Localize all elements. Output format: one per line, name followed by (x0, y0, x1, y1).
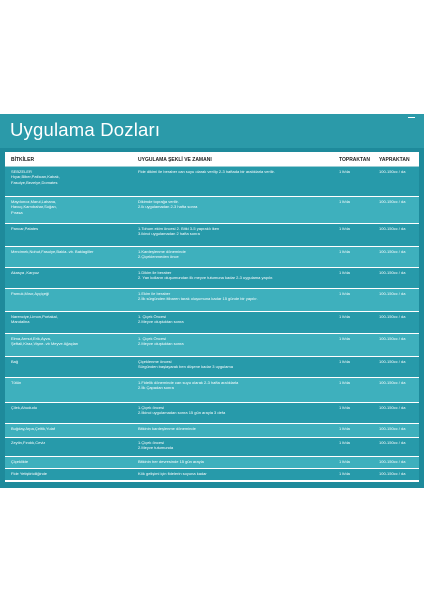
cell-leaf: 100-150cc / da (379, 169, 406, 174)
table-row (5, 457, 419, 468)
cell-soil: 1 lt/da (339, 249, 350, 254)
cell-soil: 1 lt/da (339, 270, 350, 275)
cell-plants: Tütün (11, 380, 22, 385)
cell-plants: SEBZELER Hıyar,Biber,Patlıcan,Kabak, Fasulye,Bezelye,Domates (11, 169, 60, 185)
cell-leaf: 100-150cc / da (379, 291, 406, 296)
cell-soil: 1 lt/da (339, 359, 350, 364)
table-row (5, 334, 419, 356)
cell-soil: 1 lt/da (339, 440, 350, 445)
cell-method: 1. Çiçek Öncesi 2.Meyve oluştuktan sonra (138, 314, 184, 325)
cell-plants: Elma,Armut,Erik,Ayva, Şeftali,Kiraz,Vişne..vb Meyve Ağaçları (11, 336, 79, 347)
cell-plants: Akasya ,Karpuz (11, 270, 40, 275)
cell-soil: 1 lt/da (339, 199, 350, 204)
cell-plants: Pamuk,Mısır,Ayçiçeği (11, 291, 50, 296)
table-row (5, 197, 419, 223)
cell-soil: 1 lt/da (339, 314, 350, 319)
cell-plants: Mercimek,Nohut,Fasulye,Bakla..vb. Baklagiller (11, 249, 94, 254)
cell-soil: 1 lt/da (339, 426, 350, 431)
cell-method: Bitkinin kardeşlenme döneminde (138, 426, 196, 431)
cell-leaf: 100-150cc / da (379, 270, 406, 275)
table-row (5, 224, 419, 246)
cell-soil: 1 lt/da (339, 380, 350, 385)
cell-method: Kök gelişimi için fidelerin soyuna kadar (138, 471, 207, 476)
cell-method: 1.Çiçek öncesi 2.Meyve tutumunda (138, 440, 174, 451)
cell-method: Bitkinin her devresinde 15 gün arayla (138, 459, 204, 464)
cell-method: Dikimde toprağa verilir. 2.lk uygulamadan 2-3 hafta sonra (138, 199, 198, 210)
cell-soil: 1 lt/da (339, 226, 350, 231)
cell-leaf: 100-150cc / da (379, 314, 406, 319)
cell-method: 1.Ekim ile beraber 2.İlk sürgünden itibaren tarak oluşumuna kadar 15 günde bir yapılır. (138, 291, 258, 302)
cell-plants: Çilek,Ahududu (11, 405, 38, 410)
table-row (5, 403, 419, 423)
table-row (5, 312, 419, 333)
table-row (5, 424, 419, 437)
cell-plants: Fide Yetiştiriciliğinde (11, 471, 48, 476)
cell-soil: 1 lt/da (339, 291, 350, 296)
cell-method: 1.Fidelik döneminde can suyu olarak 2-3 hafta aralıklarla 2.İlk Çapadan sonra (138, 380, 239, 391)
table-row (5, 268, 419, 288)
cell-leaf: 100-150cc / da (379, 249, 406, 254)
cell-plants: Narenciye,Limon,Portakal, Mandalina (11, 314, 58, 325)
collapse-icon[interactable] (408, 117, 415, 118)
panel-title: Uygulama Dozları (10, 119, 161, 140)
cell-leaf: 100-150cc / da (379, 359, 406, 364)
cell-plants: Buğday,Arpa,Çeltik,Yulaf (11, 426, 55, 431)
table-row (5, 438, 419, 456)
table-row (5, 469, 419, 480)
column-header-method: UYGULAMA ŞEKLİ VE ZAMANI (138, 156, 212, 163)
cell-method: 1.Kardeşlenme döneminde 2.Çiçeklenmeden önce (138, 249, 186, 260)
cell-plants: Maydonoz,Marul,Lahana, Havuç,Karnıbahar,Soğan, Pırasa (11, 199, 57, 215)
cell-soil: 1 lt/da (339, 405, 350, 410)
cell-plants: Pancar,Patates (11, 226, 39, 231)
cell-leaf: 100-150cc / da (379, 380, 406, 385)
cell-soil: 1 lt/da (339, 471, 350, 476)
cell-soil: 1 lt/da (339, 459, 350, 464)
dose-table (5, 152, 419, 482)
cell-leaf: 100-150cc / da (379, 459, 406, 464)
table-row (5, 378, 419, 402)
cell-method: 1.Dikim ile beraber 2. Yan kolların oluşumundan ilk meyve tutumuna kadar 2-3 uygulama yapılır. (138, 270, 274, 281)
table-row (5, 289, 419, 311)
cell-plants: Zeytin,Fındık,Ceviz (11, 440, 46, 445)
column-header-soil: TOPRAKTAN (339, 156, 370, 163)
cell-soil: 1 lt/da (339, 169, 350, 174)
cell-leaf: 100-150cc / da (379, 405, 406, 410)
cell-plants: Çiçeklikte (11, 459, 29, 464)
cell-method: 1.Tohum ekim öncesi 2. Bitki 3-5 yapraklı iken 3.ikinci uygulamadan 2 hafta sonra (138, 226, 220, 237)
cell-soil: 1 lt/da (339, 336, 350, 341)
cell-method: Çiçeklenme öncesi Sürgünden başlayarak ben düşene kadar 3 uygulama (138, 359, 233, 370)
table-row (5, 247, 419, 267)
cell-leaf: 100-150cc / da (379, 440, 406, 445)
table-header (5, 152, 419, 167)
column-header-leaf: YAPRAKTAN (379, 156, 410, 163)
cell-method: Fide dikimi ile beraber can suyu olarak verilip 2-3 haftada bir aralıklarla verilir. (138, 169, 275, 174)
cell-leaf: 100-150cc / da (379, 426, 406, 431)
cell-plants: Bağ (11, 359, 19, 364)
column-header-plants: BİTKİLER (11, 156, 35, 163)
cell-leaf: 100-150cc / da (379, 226, 406, 231)
cell-method: 1.Çiçek öncesi 2.İlkinci uygulamadan sonra 15 gün arayla 3 defa (138, 405, 226, 416)
table-row (5, 167, 419, 196)
table-row (5, 357, 419, 377)
doses-panel (0, 114, 424, 488)
cell-leaf: 100-150cc / da (379, 336, 406, 341)
panel-header (0, 114, 424, 148)
cell-method: 1. Çiçek Öncesi 2.Meyve oluştuktan sonra (138, 336, 184, 347)
cell-leaf: 100-150cc / da (379, 471, 406, 476)
cell-leaf: 100-150cc / da (379, 199, 406, 204)
